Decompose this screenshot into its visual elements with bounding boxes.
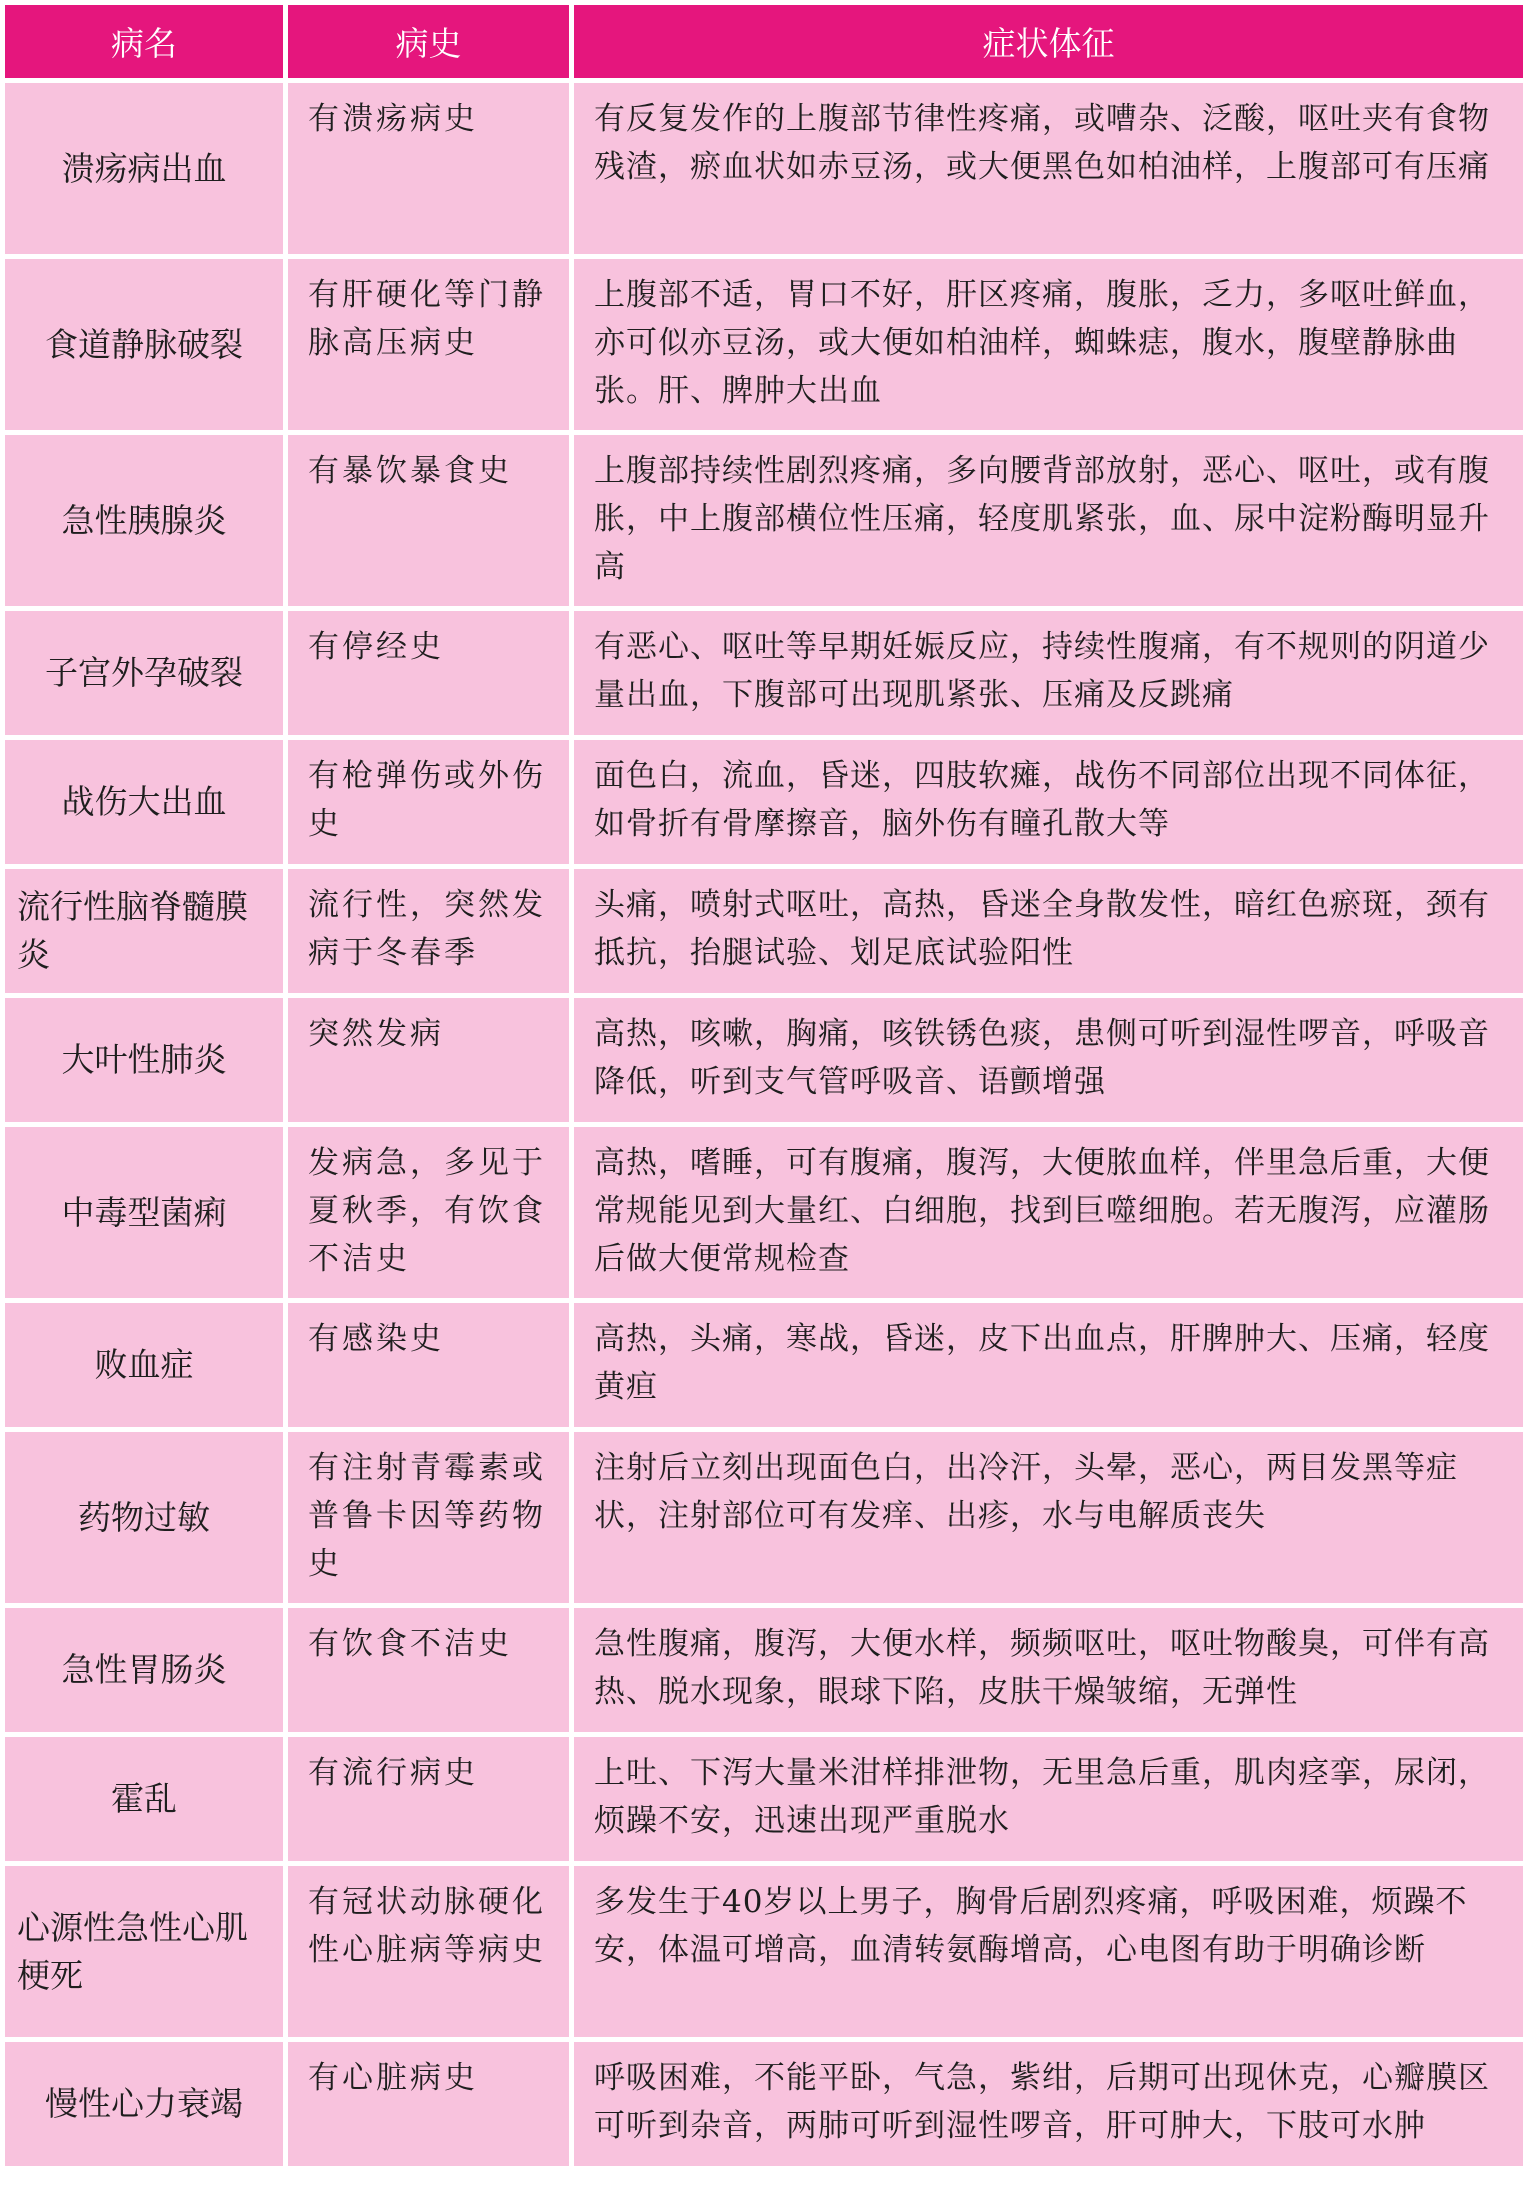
disease-name-cell: 心源性急性心肌梗死	[5, 1866, 283, 2037]
history-cell: 有肝硬化等门静脉高压病史	[288, 259, 569, 430]
history-cell: 突然发病	[288, 998, 569, 1122]
disease-name-cell: 败血症	[5, 1303, 283, 1427]
table-row	[5, 2042, 1523, 2166]
disease-name-cell: 子宫外孕破裂	[5, 611, 283, 735]
symptoms-cell: 高热，头痛，寒战，昏迷，皮下出血点，肝脾肿大、压痛，轻度黄疸	[574, 1303, 1523, 1427]
table-row	[5, 259, 1523, 430]
symptoms-cell: 高热，咳嗽，胸痛，咳铁锈色痰，患侧可听到湿性啰音，呼吸音降低，听到支气管呼吸音、语颤增强	[574, 998, 1523, 1122]
symptoms-cell: 呼吸困难，不能平卧，气急，紫绀，后期可出现休克，心瓣膜区可听到杂音，两肺可听到湿性啰音，肝可肿大，下肢可水肿	[574, 2042, 1523, 2166]
symptoms-cell: 有反复发作的上腹部节律性疼痛，或嘈杂、泛酸，呕吐夹有食物残渣，瘀血状如赤豆汤，或大便黑色如柏油样，上腹部可有压痛	[574, 83, 1523, 254]
history-cell: 有感染史	[288, 1303, 569, 1427]
history-cell: 有冠状动脉硬化性心脏病等病史	[288, 1866, 569, 2037]
history-cell: 流行性，突然发病于冬春季	[288, 869, 569, 993]
disease-name-cell: 战伤大出血	[5, 740, 283, 864]
header-disease-name: 病名	[5, 5, 283, 78]
history-cell: 有溃疡病史	[288, 83, 569, 254]
symptoms-cell: 上腹部持续性剧烈疼痛，多向腰背部放射，恶心、呕吐，或有腹胀，中上腹部横位性压痛，轻度肌紧张，血、尿中淀粉酶明显升高	[574, 435, 1523, 606]
table-row	[5, 1127, 1523, 1298]
disease-name-cell: 急性胰腺炎	[5, 435, 283, 606]
table-row	[5, 998, 1523, 1122]
history-cell: 有流行病史	[288, 1737, 569, 1861]
table-row	[5, 435, 1523, 606]
symptoms-cell: 多发生于40岁以上男子，胸骨后剧烈疼痛，呼吸困难，烦躁不安，体温可增高，血清转氨酶增高，心电图有助于明确诊断	[574, 1866, 1523, 2037]
header-history: 病史	[288, 5, 569, 78]
table-header-row	[5, 5, 1523, 78]
table-row	[5, 1432, 1523, 1603]
table-row	[5, 869, 1523, 993]
history-cell: 有暴饮暴食史	[288, 435, 569, 606]
history-cell: 有注射青霉素或普鲁卡因等药物史	[288, 1432, 569, 1603]
disease-name-cell: 霍乱	[5, 1737, 283, 1861]
table-row	[5, 1737, 1523, 1861]
symptoms-cell: 上吐、下泻大量米泔样排泄物，无里急后重，肌肉痉挛，尿闭，烦躁不安，迅速出现严重脱水	[574, 1737, 1523, 1861]
symptoms-cell: 面色白，流血，昏迷，四肢软瘫，战伤不同部位出现不同体征，如骨折有骨摩擦音，脑外伤有瞳孔散大等	[574, 740, 1523, 864]
symptoms-cell: 高热，嗜睡，可有腹痛，腹泻，大便脓血样，伴里急后重，大便常规能见到大量红、白细胞，找到巨噬细胞。若无腹泻，应灌肠后做大便常规检查	[574, 1127, 1523, 1298]
disease-name-cell: 慢性心力衰竭	[5, 2042, 283, 2166]
disease-name-cell: 药物过敏	[5, 1432, 283, 1603]
history-cell: 有枪弹伤或外伤史	[288, 740, 569, 864]
table-row	[5, 611, 1523, 735]
disease-name-cell: 中毒型菌痢	[5, 1127, 283, 1298]
history-cell: 有饮食不洁史	[288, 1608, 569, 1732]
table-row	[5, 1303, 1523, 1427]
history-cell: 发病急，多见于夏秋季，有饮食不洁史	[288, 1127, 569, 1298]
table-row	[5, 1608, 1523, 1732]
table-row	[5, 83, 1523, 254]
disease-name-cell: 大叶性肺炎	[5, 998, 283, 1122]
disease-name-cell: 急性胃肠炎	[5, 1608, 283, 1732]
symptoms-cell: 有恶心、呕吐等早期妊娠反应，持续性腹痛，有不规则的阴道少量出血，下腹部可出现肌紧张、压痛及反跳痛	[574, 611, 1523, 735]
symptoms-cell: 上腹部不适，胃口不好，肝区疼痛，腹胀，乏力，多呕吐鲜血，亦可似亦豆汤，或大便如柏油样，蜘蛛痣，腹水，腹壁静脉曲张。肝、脾肿大出血	[574, 259, 1523, 430]
table-row	[5, 1866, 1523, 2037]
symptoms-cell: 注射后立刻出现面色白，出冷汗，头晕，恶心，两目发黑等症状，注射部位可有发痒、出疹，水与电解质丧失	[574, 1432, 1523, 1603]
table-row	[5, 740, 1523, 864]
header-symptoms: 症状体征	[574, 5, 1523, 78]
symptoms-cell: 头痛，喷射式呕吐，高热，昏迷全身散发性，暗红色瘀斑，颈有抵抗，抬腿试验、划足底试验阳性	[574, 869, 1523, 993]
symptoms-cell: 急性腹痛，腹泻，大便水样，频频呕吐，呕吐物酸臭，可伴有高热、脱水现象，眼球下陷，皮肤干燥皱缩，无弹性	[574, 1608, 1523, 1732]
disease-name-cell: 食道静脉破裂	[5, 259, 283, 430]
disease-name-cell: 溃疡病出血	[5, 83, 283, 254]
history-cell: 有停经史	[288, 611, 569, 735]
history-cell: 有心脏病史	[288, 2042, 569, 2166]
disease-name-cell: 流行性脑脊髓膜炎	[5, 869, 283, 993]
